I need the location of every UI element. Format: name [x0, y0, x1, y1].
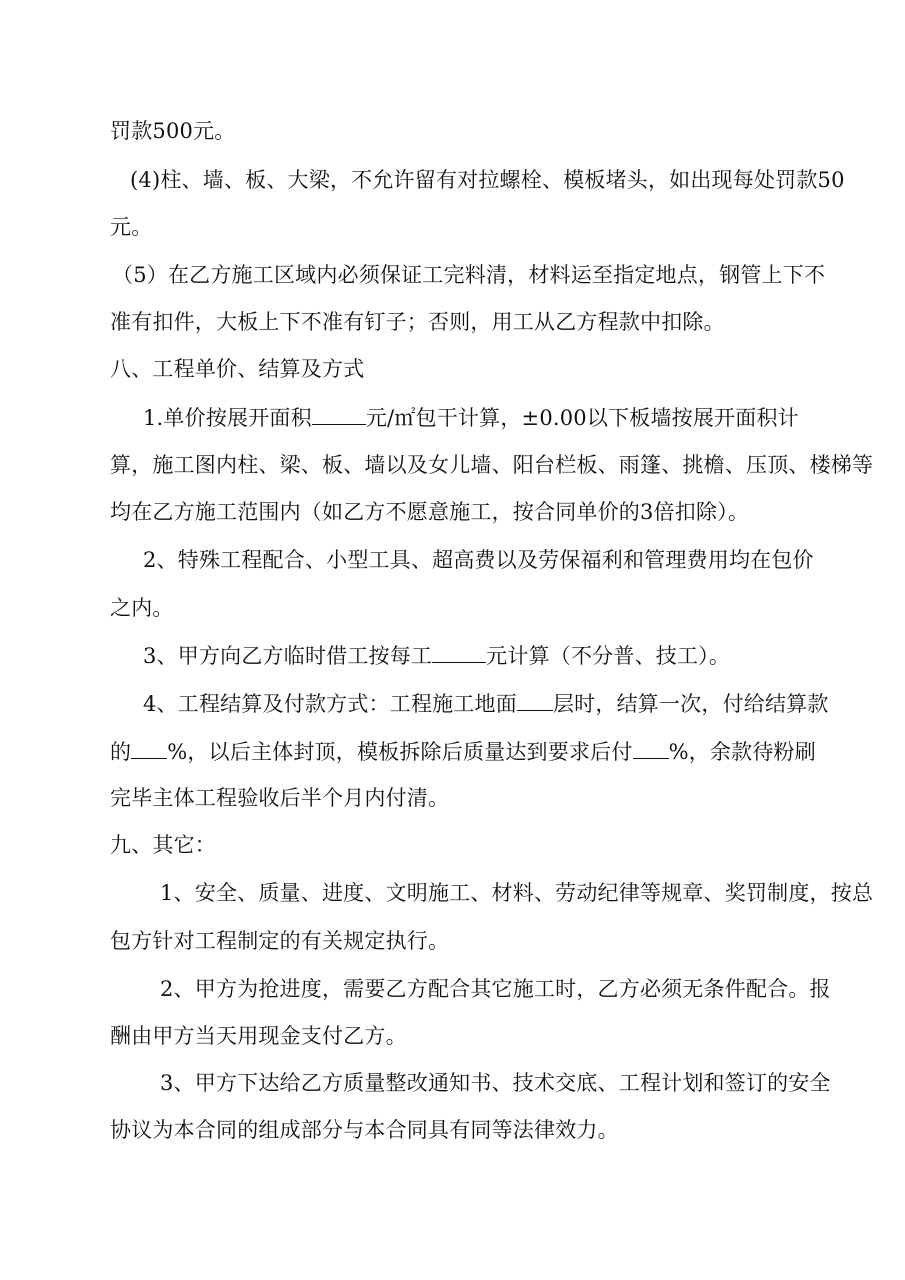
- paragraph-line: 准有扣件，大板上下不准有钉子；否则，用工从乙方程款中扣除。: [110, 310, 725, 334]
- payment-line-text-a: 4、工程结算及付款方式：工程施工地面: [143, 692, 517, 716]
- floor-blank: [517, 688, 553, 711]
- price-line-text-b: 元/㎡包干计算，±0.00以下板墙按展开面积计: [365, 406, 799, 430]
- payment-line: [110, 736, 816, 767]
- paragraph-line: 包方针对工程制定的有关规定执行。: [110, 929, 450, 953]
- paragraph-line: 之内。: [110, 596, 174, 620]
- paragraph-line: 完毕主体工程验收后半个月内付清。: [110, 786, 450, 810]
- loan-line: [143, 640, 730, 671]
- paragraph-line: 3、甲方下达给乙方质量整改通知书、技术交底、工程计划和签订的安全: [160, 1071, 831, 1095]
- loan-line-text-a: 3、甲方向乙方临时借工按每工: [143, 644, 433, 668]
- paragraph-line: 2、特殊工程配合、小型工具、超高费以及劳保福利和管理费用均在包价: [143, 548, 814, 572]
- paragraph-line: (4)柱、墙、板、大梁，不允许留有对拉螺栓、模板堵头，如出现每处罚款50: [130, 168, 845, 192]
- price-line: [143, 402, 799, 433]
- payment-line-text-a: 的: [110, 740, 132, 764]
- paragraph-line: 元。: [110, 215, 153, 239]
- payment-line: [143, 688, 829, 719]
- first-percent-blank: [131, 736, 167, 759]
- paragraph-line: 2、甲方为抢进度，需要乙方配合其它施工时，乙方必须无条件配合。报: [160, 977, 831, 1001]
- payment-line-text-b: 层时，结算一次，付给结算款: [552, 692, 829, 716]
- payment-line-text-c: %，余款待粉刷: [668, 740, 816, 764]
- paragraph-line: 罚款500元。: [110, 119, 236, 143]
- price-line-text-a: 1.单价按展开面积: [143, 406, 312, 430]
- section-heading: 八、工程单价、结算及方式: [110, 357, 365, 381]
- paragraph-line: （5）在乙方施工区域内必须保证工完料清，材料运至指定地点，钢管上下不: [112, 263, 826, 287]
- daily-wage-blank: [432, 640, 486, 663]
- unit-price-blank: [312, 402, 366, 425]
- paragraph-line: 酬由甲方当天用现金支付乙方。: [110, 1024, 407, 1048]
- paragraph-line: 均在乙方施工范围内（如乙方不愿意施工，按合同单价的3倍扣除）。: [110, 500, 750, 524]
- payment-line-text-b: %，以后主体封顶，模板拆除后质量达到要求后付: [167, 740, 633, 764]
- loan-line-text-b: 元计算（不分普、技工）。: [486, 644, 731, 668]
- paragraph-line: 1、安全、质量、进度、文明施工、材料、劳动纪律等规章、奖罚制度，按总: [160, 881, 874, 905]
- paragraph-line: 协议为本合同的组成部分与本合同具有同等法律效力。: [110, 1118, 619, 1142]
- section-heading: 九、其它：: [110, 833, 216, 857]
- paragraph-line: 算，施工图内柱、梁、板、墙以及女儿墙、阳台栏板、雨篷、挑檐、压顶、楼梯等: [110, 453, 874, 477]
- second-percent-blank: [633, 736, 669, 759]
